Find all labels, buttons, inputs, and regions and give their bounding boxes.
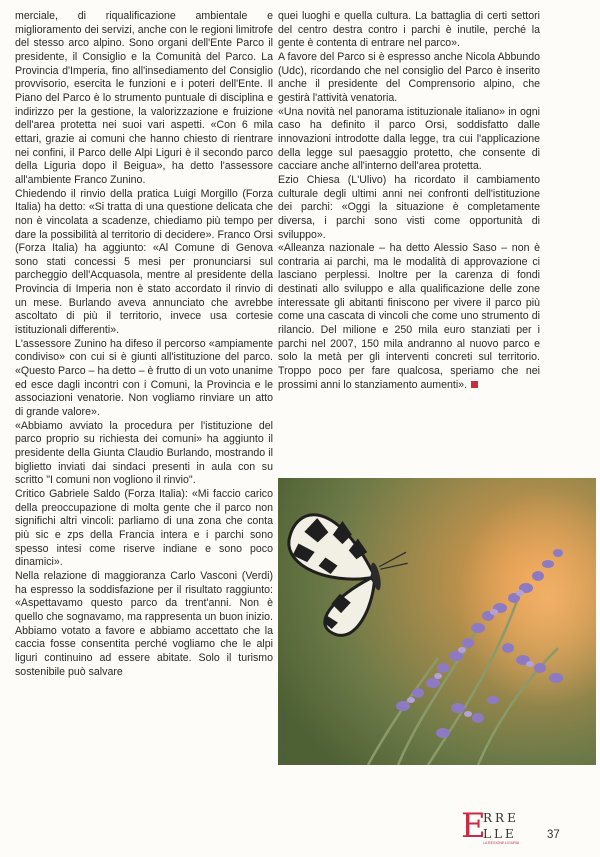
photo-credit: foto Giulia Corcoloni: [282, 709, 288, 764]
end-of-article-mark: [471, 381, 478, 388]
butterfly-photo: [278, 478, 596, 765]
paragraph: A favore del Parco si è espresso anche Nicola Abbundo (Udc), ricordando che nel consiglio del Parco è inserito anche il presidente del Comprensorio alpino, che gestirà l'attività venatoria.: [278, 50, 540, 104]
paragraph-final-text: «Alleanza nazionale – ha detto Alessio Saso – non è contraria ai parchi, ma le modalità di approvazione ci lasciano perplessi. Inoltre per la carenza di fondi destinati allo sviluppo e alla qualificazione delle zone interessate gli abitanti finiscono per vivere il parco più come una cascata di vincoli che come uno strumento di rilancio. Del milione e 250 mila euro stanziati per i parchi nel 2007, 150 mila andranno al nuovo parco e solo la metà per gli interventi concreti sul territorio. Troppo poco per fare qualcosa, speriamo che nei prossimi anni lo stanziamento aumenti».: [278, 242, 540, 391]
paragraph: L'assessore Zunino ha difeso il percorso «ampiamente condiviso» con cui si è giunti all'istituzione del parco. «Questo Parco – ha detto – è frutto di un voto unanime ed esce dagli incontri con i Comuni, la Provincia e le associazioni venatorie. Non vogliamo rinviare un atto di grande valore».: [15, 337, 273, 419]
left-column: [15, 10, 273, 679]
paragraph: «Abbiamo avviato la procedura per l'istituzione del parco proprio su richiesta dei comuni» ha aggiunto il presidente della Giunta Claudio Burlando, mostrando il biglietto inviati dai sindaci presenti in aula con su scritto "I comuni non vogliono il rinvio".: [15, 419, 273, 487]
paragraph: Chiedendo il rinvio della pratica Luigi Morgillo (Forza Italia) ha detto: «Si tratta di una questione delicata che non è vincolata a scadenze, chiediamo più tempo per dare la possibilità al territorio di decidere». Franco Orsi (Forza Italia) ha aggiunto: «Al Comune di Genova sono stati concessi 5 mesi per pronunciarsi sul parcheggio dell'Acquasola, mentre al presidente della Provincia di Imperia non è stato accordato il rinvio di un mese. Burlando aveva annunciato che avrebbe ascoltato di più il territorio, invece usa cortesie istituzionali differenti».: [15, 187, 273, 337]
right-column: [278, 10, 540, 392]
paragraph: merciale, di riqualificazione ambientale e miglioramento dei servizi, anche con le regioni limitrofe del stesso arco alpino. Sono organi dell'Ente Parco il presidente, il Consiglio e la Comunità del Parco. La Provincia d'Imperia, fino all'insediamento del Consiglio provvisorio, esercita le funzioni e i poteri dell'Ente. Il Piano del Parco è lo strumento puntuale di disciplina e indirizzo per la gestione, la valorizzazione e fruizione dell'area protetta nei suoi vari aspetti. «Con 6 mila ettari, grazie ai comuni che hanno chiesto di rientrare nei confini, il Parco delle Alpi Liguri è il secondo parco della Liguria dopo il Beigua», ha detto l'assessore all'ambiente Franco Zunino.: [15, 10, 273, 186]
paragraph: Critico Gabriele Saldo (Forza Italia): «Mi faccio carico della preoccupazione di molta gente che il parco non significhi altri vincoli: parliamo di una zona che conta più sic e zps della Francia intera e i parchi sono spesso intesi come riserve indiane e sono poco dinamici».: [15, 487, 273, 569]
logo-line1: RRE: [483, 811, 519, 825]
logo-line2: LLE: [483, 827, 517, 841]
magazine-logo: [461, 808, 525, 848]
butterfly-illustration: [278, 478, 596, 765]
page-number: 37: [547, 829, 560, 841]
paragraph: Ezio Chiesa (L'Ulivo) ha ricordato il cambiamento culturale degli ultimi anni nei confronti dell'istituzione dei parchi: «Oggi la situazione è completamente diversa, i parchi sono visti come opportunità di sviluppo».: [278, 173, 540, 241]
paragraph: quei luoghi e quella cultura. La battaglia di certi settori del centro destra contro i parchi è inutile, perché la gente è contenta di entrare nel parco».: [278, 10, 540, 50]
logo-tagline: LA REGIONE LIGURIA: [483, 841, 520, 845]
paragraph: Nella relazione di maggioranza Carlo Vasconi (Verdi) ha espresso la soddisfazione per il risultato raggiunto: «Aspettavamo questo parco da trent'anni. Non è quello che sognavamo, ma rappresenta un buon inizio. Abbiamo votato a favore e abbiamo accettato che la caccia fosse consentita perché vogliamo che le alpi liguri continuino ad essere abitate. Solo il turismo sostenibile può salvare: [15, 569, 273, 678]
paragraph-final: [278, 242, 540, 392]
logo-initial: E: [461, 806, 486, 846]
paragraph: «Una novità nel panorama istituzionale italiano» in ogni caso ha definito il parco Orsi, soddisfatto dalle innovazioni introdotte dalla legge, tra cui l'applicazione della legge sul paesaggio protetto, che consente di cacciare anche all'interno dell'area protetta.: [278, 105, 540, 173]
